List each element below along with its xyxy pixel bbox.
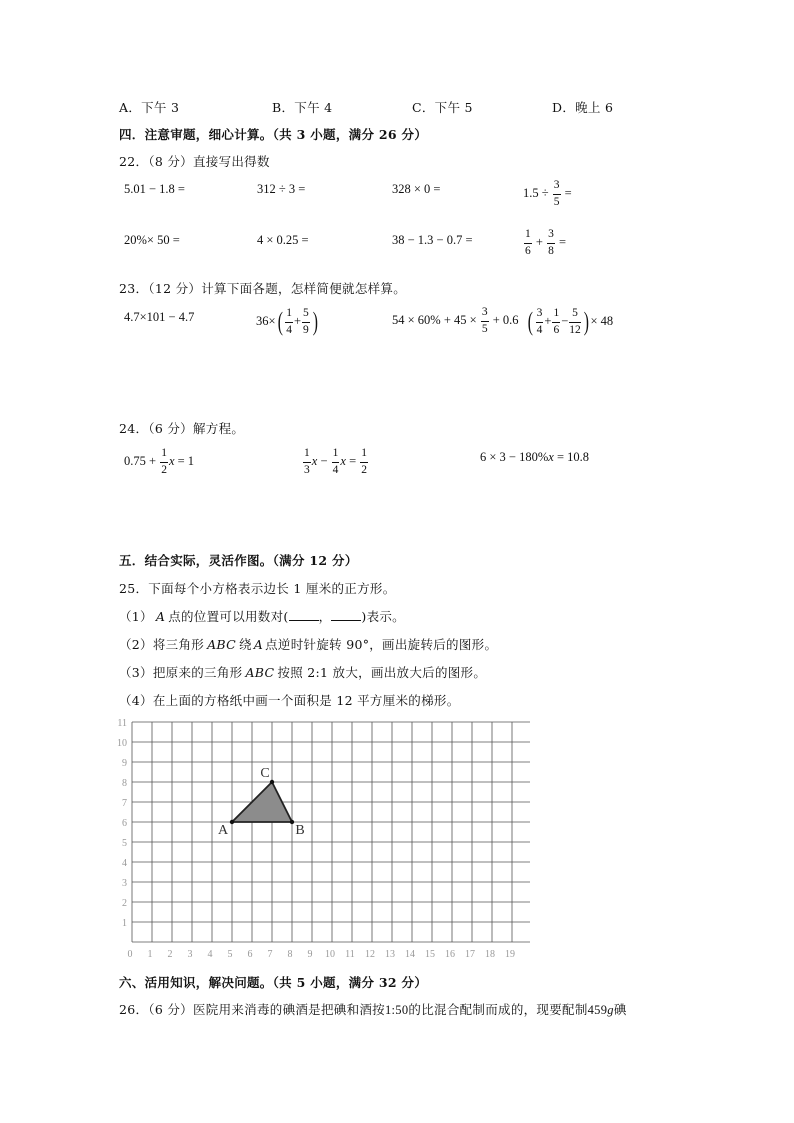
- grid-labels: [117, 718, 515, 960]
- option-a: A．下午 3: [119, 100, 180, 115]
- y-tick-label: 10: [117, 738, 127, 749]
- y-tick-label: 3: [122, 878, 127, 889]
- x-tick-label: 0: [127, 949, 133, 960]
- y-tick-label: 2: [122, 898, 127, 909]
- section6-heading: 六、活用知识，解决问题。（共 5 小题，满分 32 分）: [119, 975, 428, 990]
- q22-item-2: 312 ÷ 3 =: [257, 182, 306, 196]
- q22-title: 22．（8 分）直接写出得数: [119, 154, 270, 169]
- q25-title: 25．下面每个小方格表示边长 1 厘米的正方形。: [119, 581, 396, 596]
- q23-expr-3: 54 × 60% + 45 × $\frac{3}{5}$ + 0.6: [392, 306, 519, 335]
- y-tick-label: 5: [122, 838, 127, 849]
- x-tick-label: 13: [385, 949, 395, 960]
- y-tick-label: 1: [122, 918, 127, 929]
- q22-item-4: 20%× 50 =: [124, 233, 180, 247]
- q25-part-2: （2）将三角形 ABC 绕 A 点逆时针旋转 90°，画出旋转后的图形。: [119, 637, 498, 652]
- vertex-point: [290, 820, 294, 824]
- option-d: D．晚上 6: [552, 100, 614, 115]
- x-tick-label: 9: [307, 949, 313, 960]
- q25-part-3: （3）把原来的三角形 ABC 按照 2:1 放大，画出放大后的图形。: [119, 665, 487, 680]
- q24-eq-1: 0.75 + $\frac{1}{2}$ x = 1: [124, 447, 195, 476]
- x-tick-label: 16: [445, 949, 455, 960]
- x-tick-label: 10: [325, 949, 335, 960]
- x-tick-label: 19: [505, 949, 515, 960]
- vertex-label: C: [260, 766, 270, 781]
- coordinate-grid: [110, 712, 530, 962]
- q23-title: 23．（12 分）计算下面各题，怎样简便就怎样算。: [119, 281, 407, 296]
- q23-expr-2: 36×( $\frac{1}{4}$ + $\frac{5}{9}$ ): [256, 307, 318, 336]
- x-tick-label: 1: [147, 949, 153, 960]
- x-tick-label: 7: [267, 949, 273, 960]
- answer-blank-x[interactable]: [289, 608, 319, 621]
- answer-blank-y[interactable]: [331, 608, 361, 621]
- vertex-point: [230, 820, 234, 824]
- y-tick-label: 4: [122, 858, 127, 869]
- x-tick-label: 12: [365, 949, 375, 960]
- vertex-label: B: [295, 823, 305, 838]
- section4-heading: 四．注意审题，细心计算。（共 3 小题，满分 26 分）: [119, 127, 428, 142]
- vertex-label: A: [217, 823, 229, 838]
- x-tick-label: 11: [345, 949, 355, 960]
- section5-heading: 五．结合实际，灵活作图。（满分 12 分）: [119, 553, 358, 568]
- x-tick-label: 5: [227, 949, 233, 960]
- option-c: C．下午 5: [412, 100, 473, 115]
- q25-part-4: （4）在上面的方格纸中画一个面积是 12 平方厘米的梯形。: [119, 693, 460, 708]
- y-tick-label: 7: [122, 798, 127, 809]
- q22-frac-add: $\frac{1}{6}$ + $\frac{3}{8}$ =: [525, 228, 566, 257]
- x-tick-label: 15: [425, 949, 435, 960]
- y-tick-label: 8: [122, 778, 127, 789]
- q24-eq-3: 6 × 3 − 180%x = 10.8: [480, 450, 590, 464]
- x-tick-label: 4: [207, 949, 213, 960]
- grid-lines: [132, 722, 530, 942]
- q24-title: 24．（6 分）解方程。: [119, 421, 245, 436]
- y-tick-label: 11: [117, 718, 127, 729]
- q22-item-1: 5.01 − 1.8 =: [124, 182, 185, 196]
- x-tick-label: 8: [287, 949, 293, 960]
- q23-expr-1: 4.7×101 − 4.7: [124, 310, 195, 324]
- x-tick-label: 6: [247, 949, 253, 960]
- q22-item-6: 38 − 1.3 − 0.7 =: [392, 233, 473, 247]
- q22-item-5: 4 × 0.25 =: [257, 233, 309, 247]
- q25-part-1: （1） A 点的位置可以用数对( ， )表示。: [119, 609, 405, 624]
- q23-expr-4: ( $\frac{3}{4}$ + $\frac{1}{6}$ − $\frac{5}{12}$ ) × 48: [527, 307, 614, 336]
- y-tick-label: 6: [122, 818, 127, 829]
- q22-frac-div: 1.5 ÷ $\frac{3}{5}$ =: [523, 179, 572, 208]
- q24-eq-2: $\frac{1}{3}$ x − $\frac{1}{4}$ x = $\frac{1}{2}$: [304, 447, 367, 476]
- q22-item-3: 328 × 0 =: [392, 182, 441, 196]
- x-tick-label: 18: [485, 949, 495, 960]
- x-tick-label: 3: [187, 949, 193, 960]
- q26-text: 26．（6 分）医院用来消毒的碘酒是把碘和酒按1:50的比混合配制而成的，现要配制459g碘: [119, 1002, 627, 1017]
- y-tick-label: 9: [122, 758, 127, 769]
- x-tick-label: 2: [167, 949, 173, 960]
- option-b: B．下午 4: [272, 100, 333, 115]
- vertex-point: [270, 780, 274, 784]
- x-tick-label: 14: [405, 949, 415, 960]
- x-tick-label: 17: [465, 949, 475, 960]
